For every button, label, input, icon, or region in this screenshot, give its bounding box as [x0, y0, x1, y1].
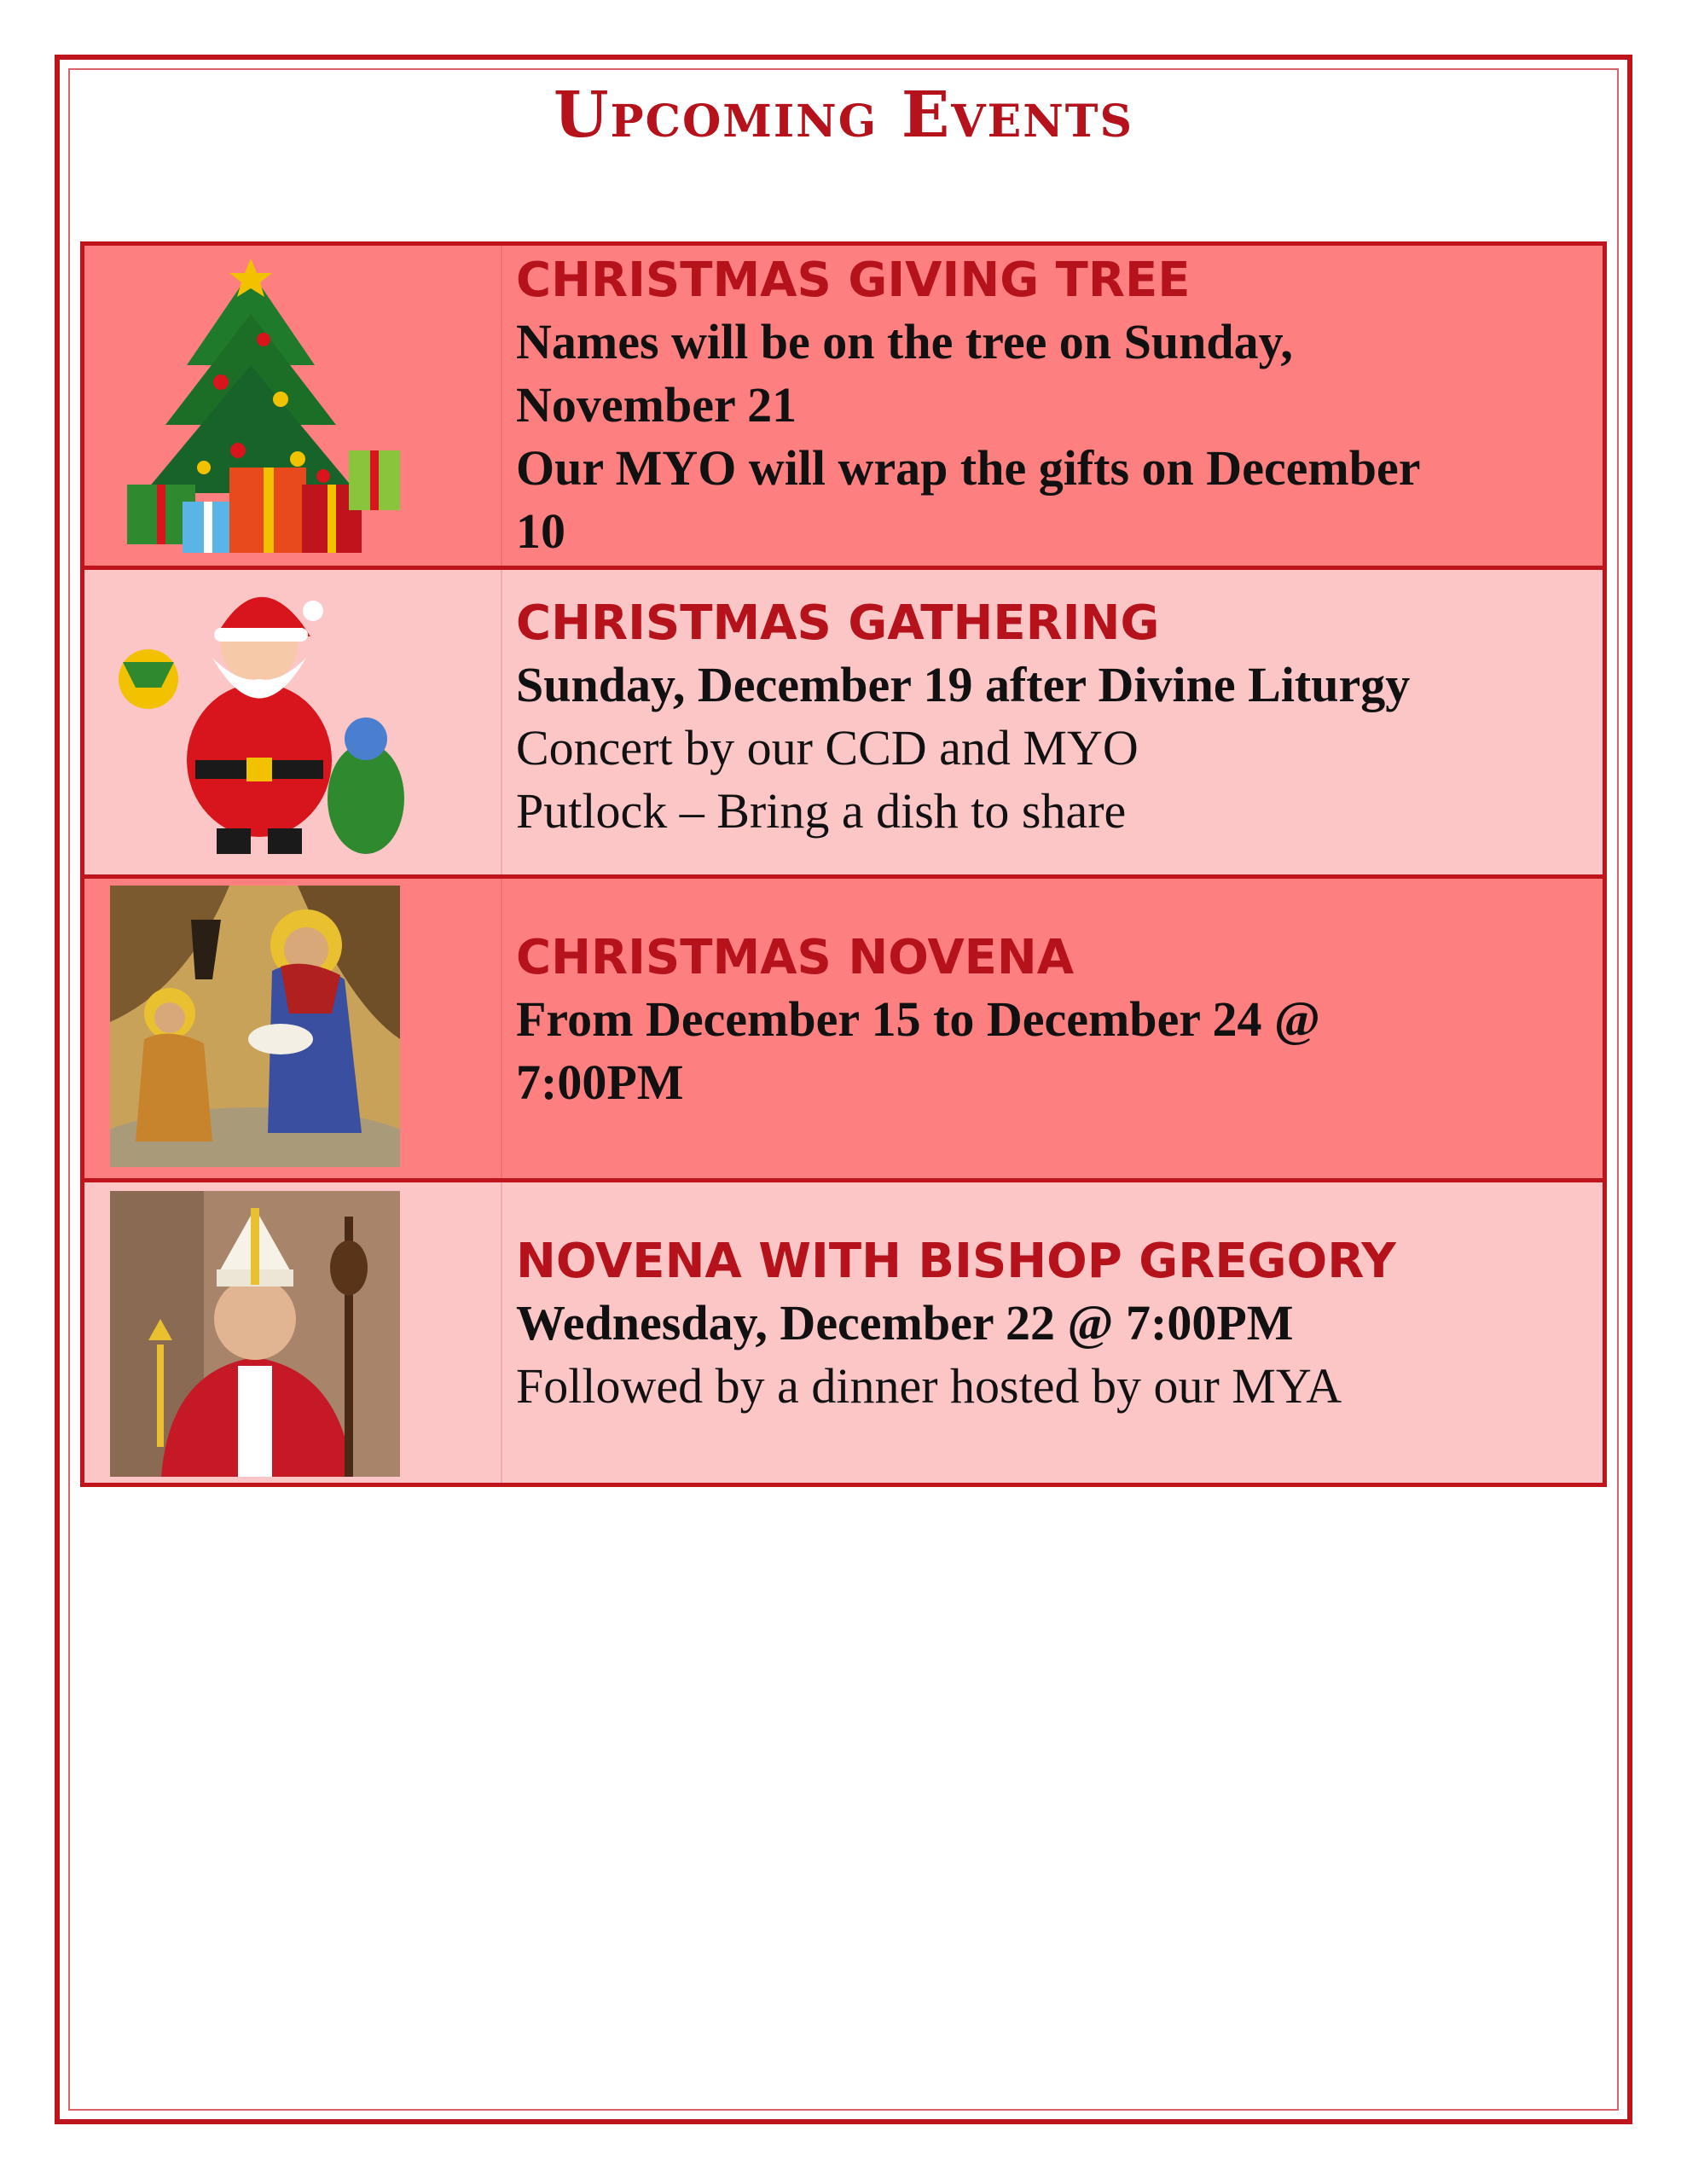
santa-claus-icon	[110, 577, 409, 867]
event-title: CHRISTMAS GATHERING	[516, 595, 1160, 651]
event-row-novena	[84, 879, 1603, 1182]
event-text-cell	[502, 570, 1603, 874]
event-image-cell	[84, 879, 502, 1178]
event-detail-line: Putlock – Bring a dish to share	[516, 783, 1127, 839]
event-detail-line: November 21	[516, 377, 797, 433]
event-text-cell	[502, 246, 1603, 566]
christmas-tree-icon	[110, 254, 417, 561]
bishop-photo-icon	[110, 1191, 400, 1477]
nativity-icon	[110, 886, 400, 1167]
event-detail-line: 7:00PM	[516, 1054, 684, 1110]
event-detail-line: Sunday, December 19 after Divine Liturgy	[516, 657, 1411, 712]
event-title: NOVENA WITH BISHOP GREGORY	[516, 1234, 1396, 1289]
event-detail-line: Followed by a dinner hosted by our MYA	[516, 1358, 1342, 1414]
event-detail-line: 10	[516, 503, 565, 559]
event-detail-line: Names will be on the tree on Sunday,	[516, 314, 1293, 369]
event-detail-line: From December 15 to December 24 @	[516, 991, 1320, 1047]
event-image-cell	[84, 1182, 502, 1483]
events-table	[80, 241, 1607, 1487]
page-title: Upcoming Events	[553, 78, 1134, 152]
event-detail-line: Our MYO will wrap the gifts on December	[516, 440, 1421, 496]
event-detail-line: Wednesday, December 22 @ 7:00PM	[516, 1295, 1294, 1350]
event-image-cell	[84, 570, 502, 874]
event-row-gathering	[84, 570, 1603, 879]
event-detail-line: Concert by our CCD and MYO	[516, 720, 1139, 775]
event-title: CHRISTMAS NOVENA	[516, 930, 1075, 985]
event-image-cell	[84, 246, 502, 566]
event-text-cell	[502, 879, 1603, 1178]
event-row-bishop	[84, 1182, 1603, 1483]
event-row-giving-tree	[84, 246, 1603, 570]
event-text-cell	[502, 1182, 1603, 1483]
event-title: CHRISTMAS GIVING TREE	[516, 253, 1191, 308]
